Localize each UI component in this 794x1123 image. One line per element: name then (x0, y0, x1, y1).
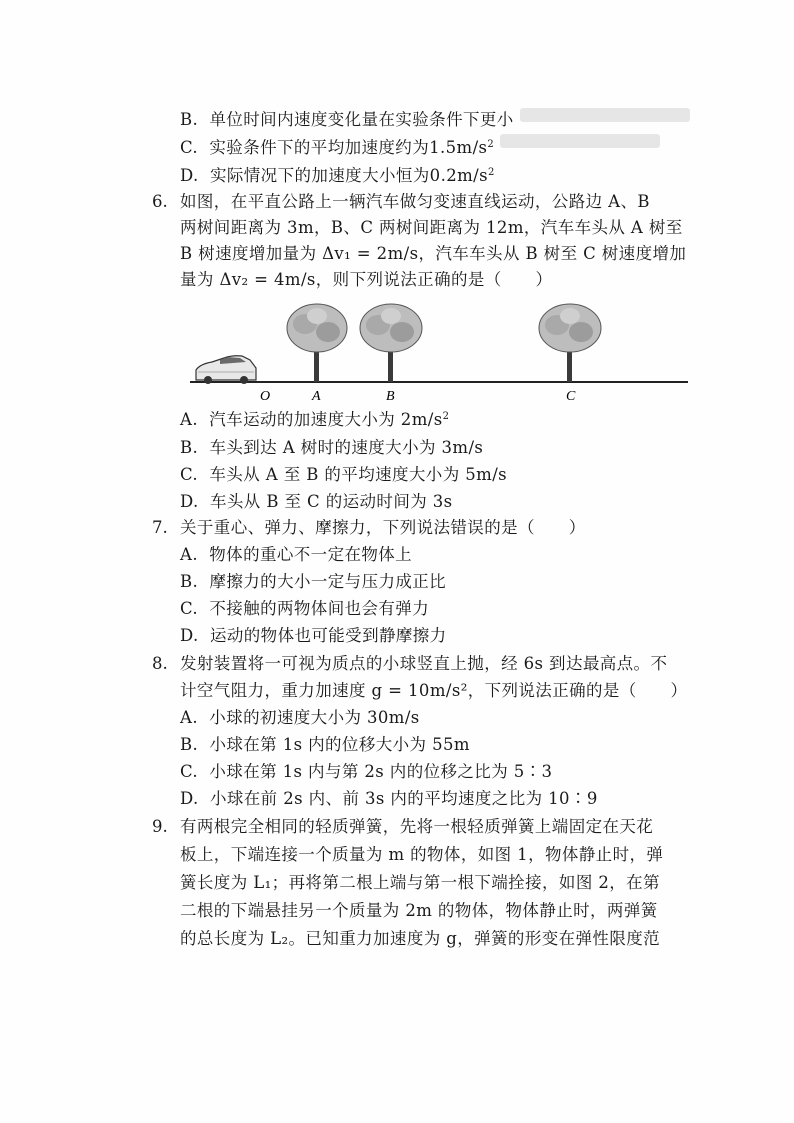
q5-option-d: D. 实际情况下的加速度大小恒为$0.2m/s^2$ (180, 166, 495, 185)
scan-smudge (520, 108, 690, 122)
q8-option-c: C. 小球在第 1s 内与第 2s 内的位移之比为 5∶3 (180, 762, 553, 781)
q8-option-d: D. 小球在前 2s 内、前 3s 内的平均速度之比为 10∶9 (180, 789, 598, 808)
label-o: O (260, 389, 271, 404)
q8-stem-line-1: 发射装置将一可视为质点的小球竖直上抛，经 6s 到达最高点。不 (180, 654, 668, 673)
q9-stem-line-2: 板上，下端连接一个质量为 m 的物体，如图 1，物体静止时，弹 (180, 845, 664, 864)
q9-stem-line-5: 的总长度为 L₂。已知重力加速度为 g，弹簧的形变在弹性限度范 (180, 929, 661, 948)
q9-stem-line-4: 二根的下端悬挂另一个质量为 2m 的物体，物体静止时，两弹簧 (180, 901, 658, 920)
q8-option-b: B. 小球在第 1s 内的位移大小为 55m (180, 735, 470, 754)
q6-option-c: C. 车头从 A 至 B 的平均速度大小为 5m/s (180, 465, 508, 484)
q5-option-b: B. 单位时间内速度变化量在实验条件下更小 (180, 110, 514, 129)
q6-option-d: D. 车头从 B 至 C 的运动时间为 3s (180, 492, 453, 511)
q7-stem: 关于重心、弹力、摩擦力，下列说法错误的是（ ） (180, 518, 586, 537)
q6-stem-line-2: 两树间距离为 3m，B、C 两树间距离为 12m，汽车车头从 A 树至 (180, 218, 683, 237)
q6-option-b: B. 车头到达 A 树时的速度大小为 3m/s (180, 438, 484, 457)
q7-option-c: C. 不接触的两物体间也会有弹力 (180, 599, 430, 618)
label-a: A (312, 389, 321, 404)
q7-option-a: A. 物体的重心不一定在物体上 (180, 545, 413, 564)
q7-number: 7. (152, 518, 168, 537)
q6-road-figure (190, 298, 690, 408)
q8-stem-line-2: 计空气阻力，重力加速度 g = 10m/s²，下列说法正确的是（ ） (180, 681, 688, 700)
q9-number: 9. (152, 817, 168, 836)
scan-smudge (500, 134, 660, 148)
car-icon (196, 356, 256, 384)
q7-option-b: B. 摩擦力的大小一定与压力成正比 (180, 572, 447, 591)
q8-number: 8. (152, 654, 168, 673)
tree-icon-a (287, 304, 347, 382)
q9-stem-line-1: 有两根完全相同的轻质弹簧，先将一根轻质弹簧上端固定在天花 (180, 817, 654, 836)
q9-stem-line-3: 簧长度为 L₁；再将第二根上端与第一根下端拴接，如图 2，在第 (180, 873, 660, 892)
q6-stem-line-1: 如图，在平直公路上一辆汽车做匀变速直线运动，公路边 A、B (180, 192, 650, 211)
q7-option-d: D. 运动的物体也可能受到静摩擦力 (180, 626, 447, 645)
q6-number: 6. (152, 192, 168, 211)
q5-option-c: C. 实验条件下的平均加速度约为$1.5m/s^2$ (180, 138, 495, 157)
q6-stem-line-4: 量为 Δv₂ = 4m/s，则下列说法正确的是（ ） (180, 270, 553, 289)
q8-option-a: A. 小球的初速度大小为 30m/s (180, 708, 420, 727)
tree-icon-c (539, 304, 601, 382)
q6-stem-line-3: B 树速度增加量为 Δv₁ = 2m/s，汽车车头从 B 树至 C 树速度增加 (180, 244, 687, 263)
label-b: B (386, 389, 395, 404)
q6-option-a: A. 汽车运动的加速度大小为 $2m/s^2$ (180, 410, 450, 429)
tree-icon-b (360, 304, 422, 382)
label-c: C (566, 389, 576, 404)
